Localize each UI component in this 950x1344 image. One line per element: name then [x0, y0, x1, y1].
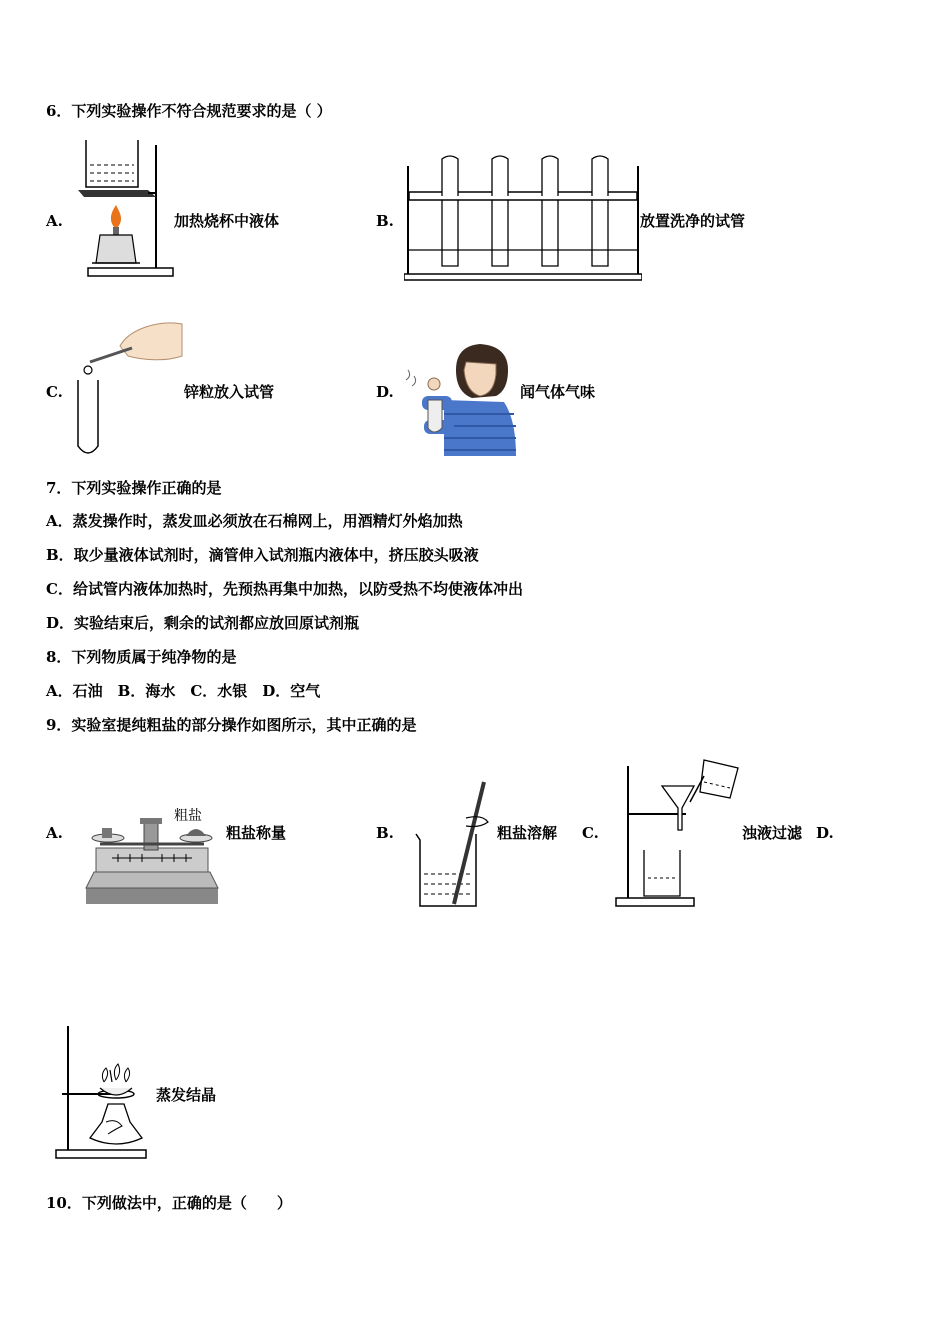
q7-option-c: C．给试管内液体加热时，先预热再集中加热，以防受热不均使液体冲出 — [46, 580, 523, 598]
q8-options: A．石油 B．海水 C．水银 D．空气 — [46, 682, 321, 700]
dissolving-figure — [414, 778, 498, 910]
q7-stem: 7．下列实验操作正确的是 — [46, 479, 222, 497]
q9-option-d-letter: D. — [816, 824, 834, 842]
q6-option-d-text: 闻气体气味 — [520, 383, 596, 401]
evaporation-figure — [52, 1022, 152, 1162]
q9-option-b-text: 粗盐溶解 — [497, 824, 558, 842]
q9-option-c-letter: C. — [582, 824, 599, 842]
q10-stem: 10．下列做法中，正确的是（ ） — [46, 1194, 292, 1212]
q9-option-a-figure-label: 粗盐 — [174, 808, 202, 824]
q7-option-b: B．取少量液体试剂时，滴管伸入试剂瓶内液体中，挤压胶头吸液 — [46, 546, 479, 564]
q6-option-b-text: 放置洗净的试管 — [640, 212, 746, 230]
q7-option-d: D．实验结束后，剩余的试剂都应放回原试剂瓶 — [46, 614, 360, 632]
q9-option-d-text: 蒸发结晶 — [156, 1086, 217, 1104]
q8-stem: 8．下列物质属于纯净物的是 — [46, 648, 237, 666]
q6-option-b-letter: B. — [376, 212, 394, 230]
q9-option-a-text: 粗盐称量 — [226, 824, 287, 842]
q6-option-a-text: 加热烧杯中液体 — [174, 212, 280, 230]
q7-option-a: A．蒸发操作时，蒸发皿必须放在石棉网上，用酒精灯外焰加热 — [46, 512, 463, 530]
test-tube-rack-figure — [404, 154, 642, 284]
q6-option-d-letter: D. — [376, 383, 394, 401]
zinc-into-test-tube-figure — [70, 318, 190, 460]
q6-option-c-text: 锌粒放入试管 — [184, 383, 275, 401]
q6-stem: 6．下列实验操作不符合规范要求的是（ ） — [46, 102, 332, 120]
beaker-heating-figure — [78, 135, 178, 285]
q6-option-c-letter: C. — [46, 383, 63, 401]
q9-option-b-letter: B. — [376, 824, 394, 842]
filtration-figure — [612, 758, 742, 910]
q9-stem: 9．实验室提纯粗盐的部分操作如图所示，其中正确的是 — [46, 716, 417, 734]
q9-option-c-text: 浊液过滤 — [742, 824, 803, 842]
q6-option-a-letter: A. — [46, 212, 63, 230]
q9-option-a-letter: A. — [46, 824, 63, 842]
smelling-gas-figure — [404, 340, 520, 458]
